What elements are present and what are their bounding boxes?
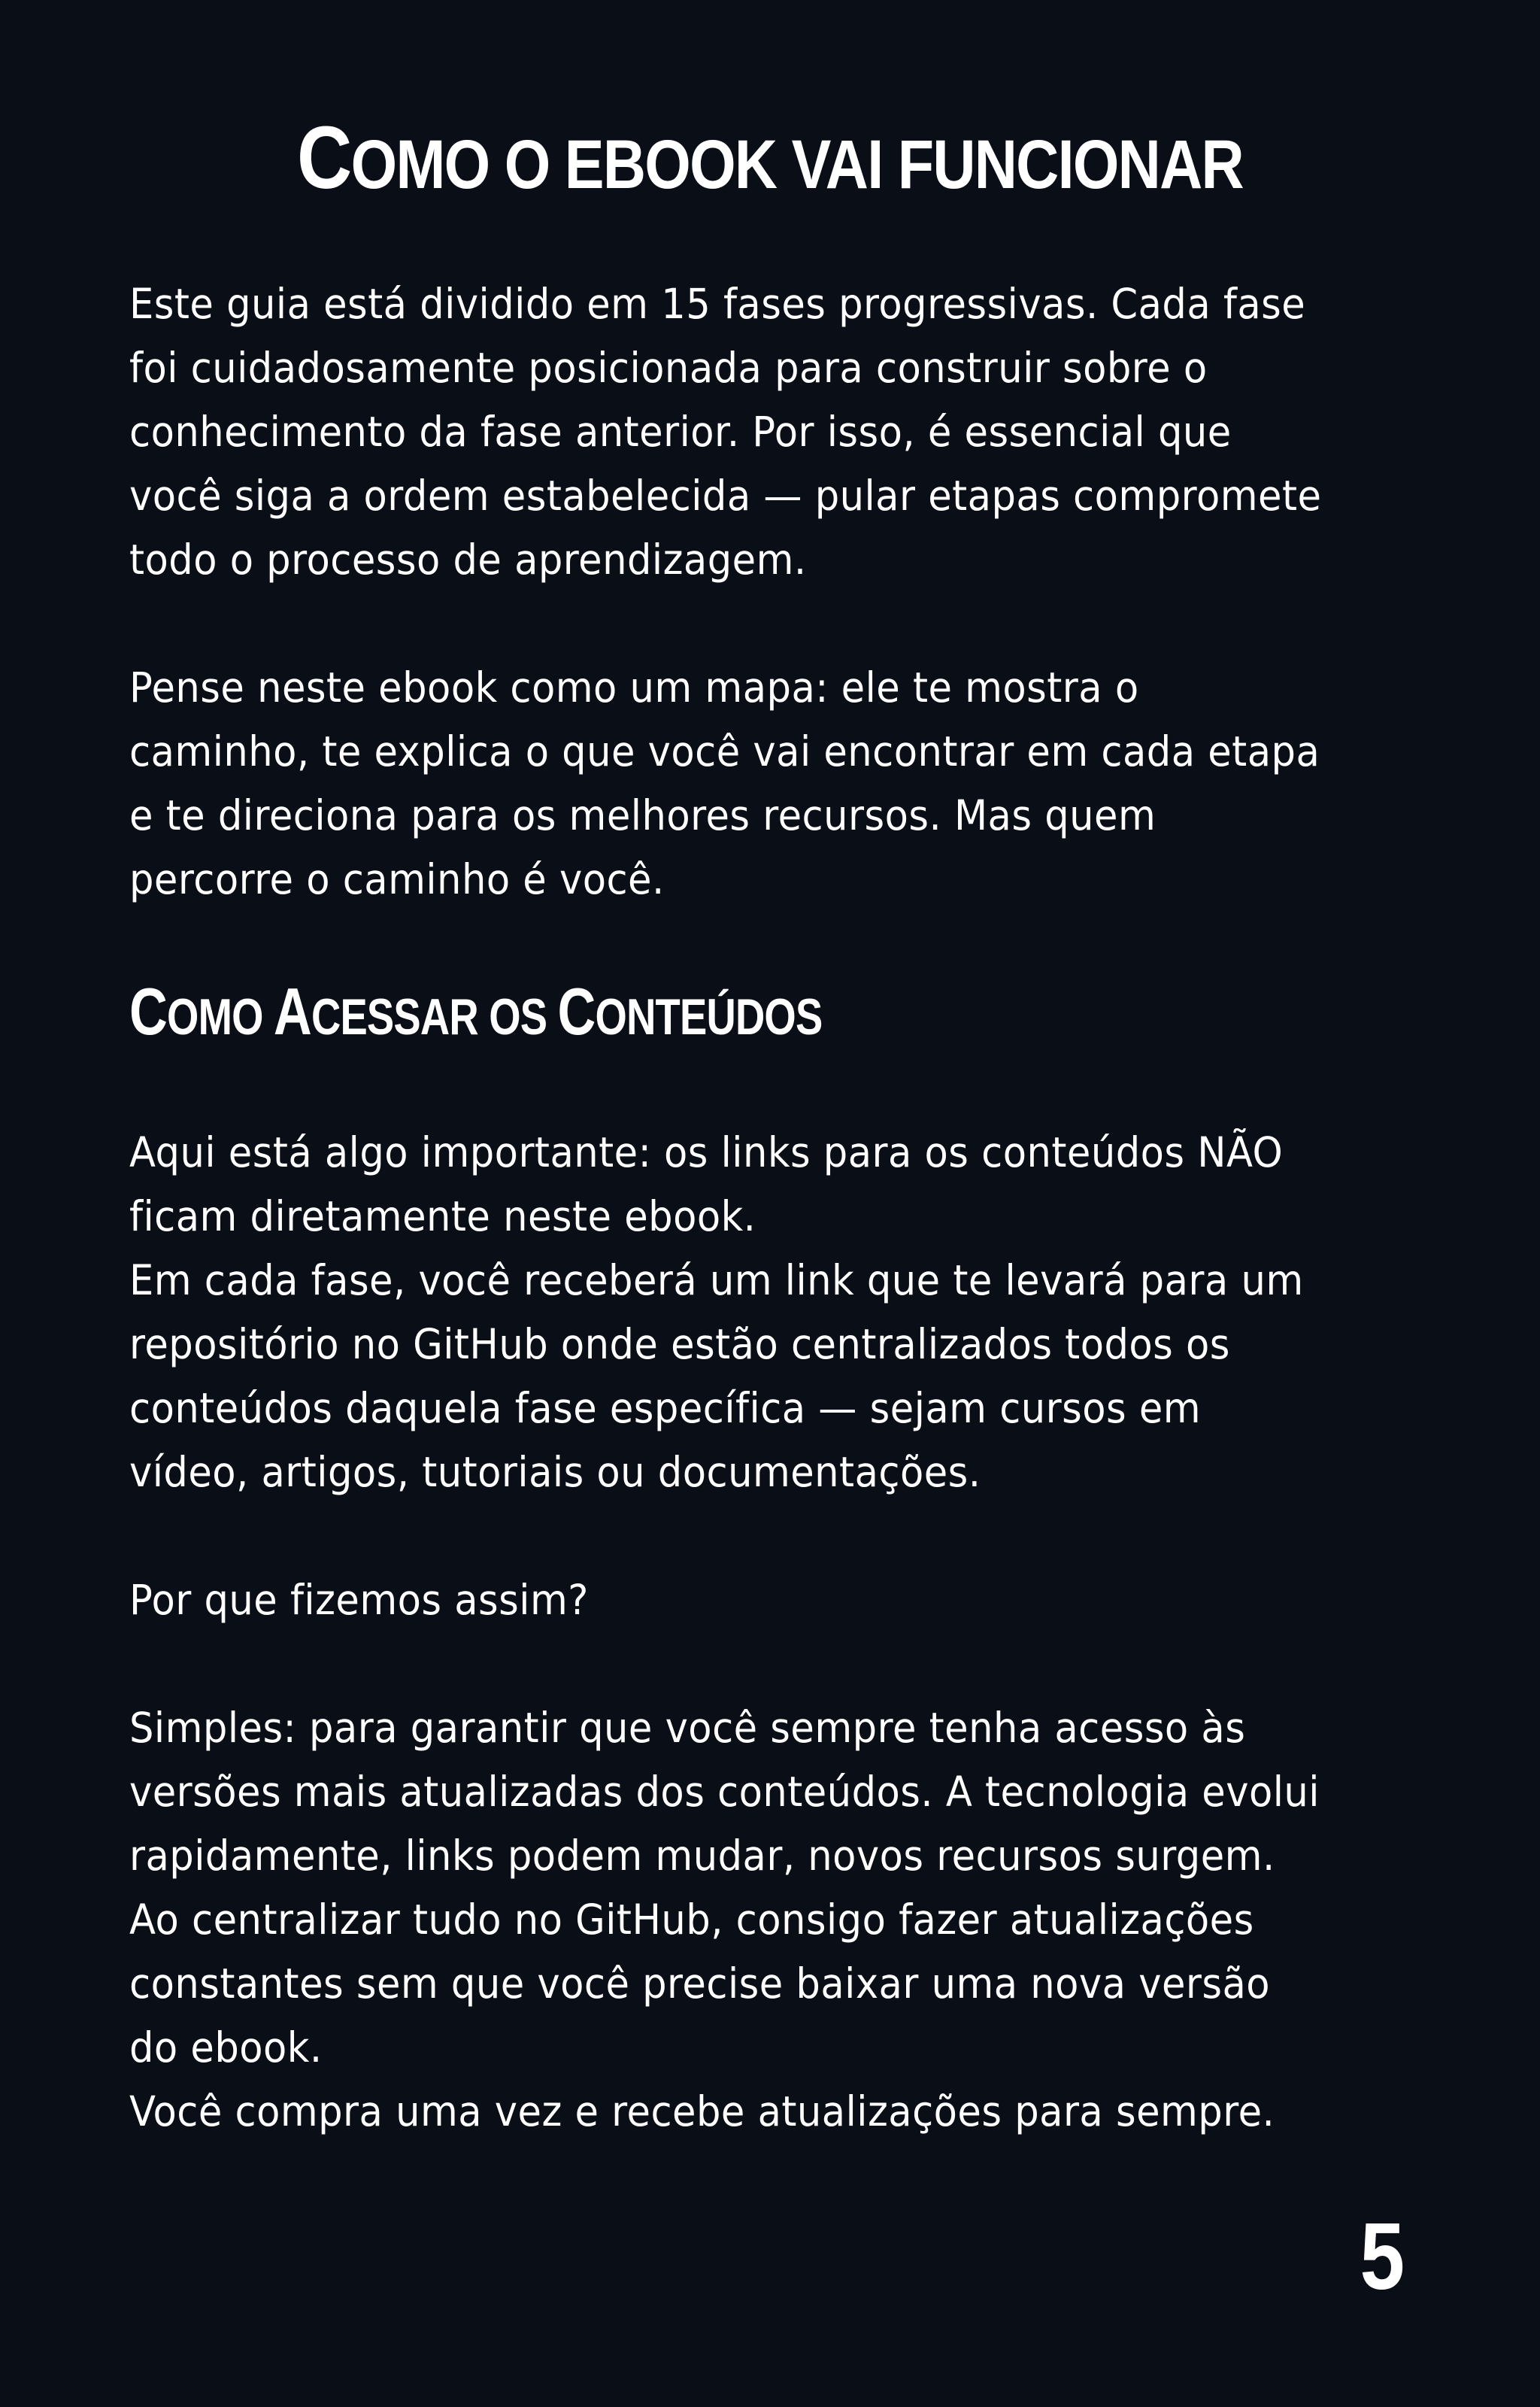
paragraph-line: todo o processo de aprendizagem. [129, 536, 807, 584]
heading-rest: OMO [167, 988, 274, 1046]
paragraph-line: ficam diretamente neste ebook. [129, 1192, 756, 1240]
paragraph-spacer [129, 592, 1332, 656]
heading-cap: C [557, 974, 596, 1049]
question-line: Por que fizemos assim? [129, 1576, 589, 1624]
paragraph-line: Simples: para garantir que você sempre tenha acesso às [129, 1704, 1246, 1752]
paragraph-spacer [129, 1632, 1332, 1696]
paragraph-line: Aqui está algo importante: os links para os conteúdos NÃO [129, 1128, 1284, 1176]
paragraph-line: conhecimento da fase anterior. Por isso, é essencial que [129, 408, 1232, 456]
heading-cap: C [129, 974, 168, 1049]
paragraph-line: Pense neste ebook como um mapa: ele te mostra o [129, 663, 1139, 712]
paragraph-line: do ebook. [129, 2023, 323, 2072]
page-title [108, 105, 1432, 217]
heading-rest: CESSAR OS [311, 988, 558, 1046]
paragraph-line: e te direciona para os melhores recursos. Mas quem [129, 791, 1157, 839]
paragraph-line: conteúdos daquela fase específica — sejam cursos em [129, 1384, 1202, 1432]
section-text [129, 1121, 1332, 2144]
page-number: 5 [1360, 2203, 1405, 2309]
paragraph-line: Ao centralizar tudo no GitHub, consigo fazer atualizações [129, 1896, 1254, 1944]
section-heading [129, 970, 822, 1058]
paragraph-spacer [129, 1504, 1332, 1568]
paragraph-line: Este guia está dividido em 15 fases progressivas. Cada fase [129, 280, 1306, 328]
paragraph-line: vídeo, artigos, tutoriais ou documentações. [129, 1448, 981, 1496]
title-rest: OMO O EBOOK VAI FUNCIONAR [350, 126, 1243, 203]
heading-rest: ONTEÚDOS [595, 988, 823, 1046]
paragraph-line: foi cuidadosamente posicionada para construir sobre o [129, 344, 1208, 392]
heading-cap: A [273, 974, 311, 1049]
paragraph-line: você siga a ordem estabelecida — pular etapas compromete [129, 472, 1322, 520]
paragraph-line: percorre o caminho é você. [129, 855, 665, 903]
paragraph-line: Em cada fase, você receberá um link que te levará para um [129, 1256, 1304, 1304]
paragraph-line: repositório no GitHub onde estão centralizados todos os [129, 1320, 1230, 1368]
paragraph-line: rapidamente, links podem mudar, novos recursos surgem. [129, 1832, 1275, 1880]
intro-text [129, 272, 1332, 912]
paragraph-line: Você compra uma vez e recebe atualizações para sempre. [129, 2087, 1275, 2135]
title-first-letter: C [297, 108, 351, 208]
paragraph-line: caminho, te explica o que você vai encontrar em cada etapa [129, 727, 1320, 776]
paragraph-line: constantes sem que você precise baixar uma nova versão [129, 1959, 1271, 2008]
paragraph-line: versões mais atualizadas dos conteúdos. A tecnologia evolui [129, 1768, 1320, 1816]
